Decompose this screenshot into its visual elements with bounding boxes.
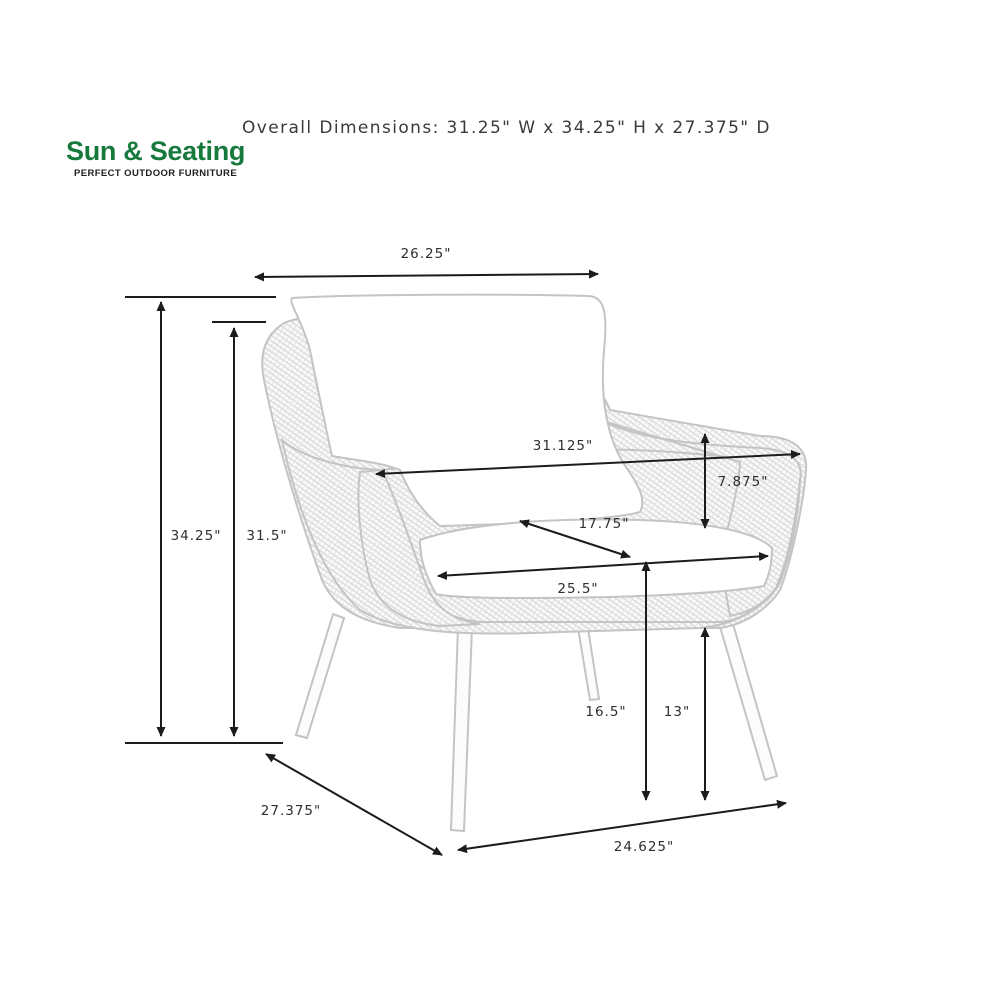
overall-height-label: 34.25" [170, 528, 222, 544]
chair-illustration [262, 295, 806, 831]
seat-height-label: 16.5" [585, 704, 627, 720]
overall-dimensions-title: Overall Dimensions: 31.25" W x 34.25" H x 27.375" D [242, 118, 771, 138]
back-height-label: 31.5" [246, 528, 288, 544]
arm-width-label: 31.125" [532, 438, 594, 454]
back-width-label: 26.25" [400, 246, 452, 262]
back-leg [578, 628, 599, 700]
leg-width-label: 24.625" [613, 839, 675, 855]
seat-width-label: 25.5" [557, 581, 599, 597]
front-left-leg [296, 614, 344, 738]
brand-tagline: PERFECT OUTDOOR FURNITURE [74, 168, 238, 179]
depth-label: 27.375" [260, 803, 322, 819]
seat-depth-label: 17.75" [578, 516, 630, 532]
arm-height-label: 7.875" [717, 474, 769, 490]
arm-floor-height-label: 13" [663, 704, 691, 720]
brand-name: Sun & Seating [66, 136, 246, 166]
front-right-leg [718, 617, 777, 780]
front-middle-leg [451, 626, 472, 831]
back-width-arrow [255, 274, 598, 277]
